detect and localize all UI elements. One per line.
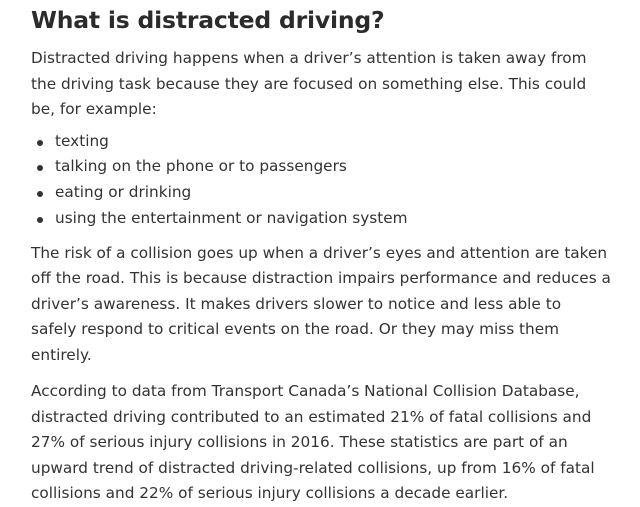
list-item: talking on the phone or to passengers bbox=[55, 154, 611, 180]
list-item: using the entertainment or navigation system bbox=[55, 206, 611, 232]
list-item: eating or drinking bbox=[55, 180, 611, 206]
risk-paragraph: The risk of a collision goes up when a driver’s eyes and attention are taken off the road. This is because distraction impairs performance and reduces a driver’s awareness. It makes drivers slower to notice and less able to safely respond to critical events on the road. Or they may miss them entirely. bbox=[31, 243, 611, 364]
section-heading: What is distracted driving? bbox=[31, 6, 385, 34]
intro-paragraph: Distracted driving happens when a driver’s attention is taken away from the driving task because they are focused on something else. This could be, for example: bbox=[31, 49, 587, 118]
list-item: texting bbox=[55, 129, 611, 155]
statistics-paragraph: According to data from Transport Canada’s National Collision Database, distracted driving contributed to an estimated 21% of fatal collisions and 27% of serious injury collisions in 2016. These statistics are part of an upward trend of distracted driving-related collisions, up from 16% of fatal collisions and 22% of serious injury collisions a decade earlier. bbox=[31, 382, 595, 503]
examples-list bbox=[31, 129, 611, 232]
